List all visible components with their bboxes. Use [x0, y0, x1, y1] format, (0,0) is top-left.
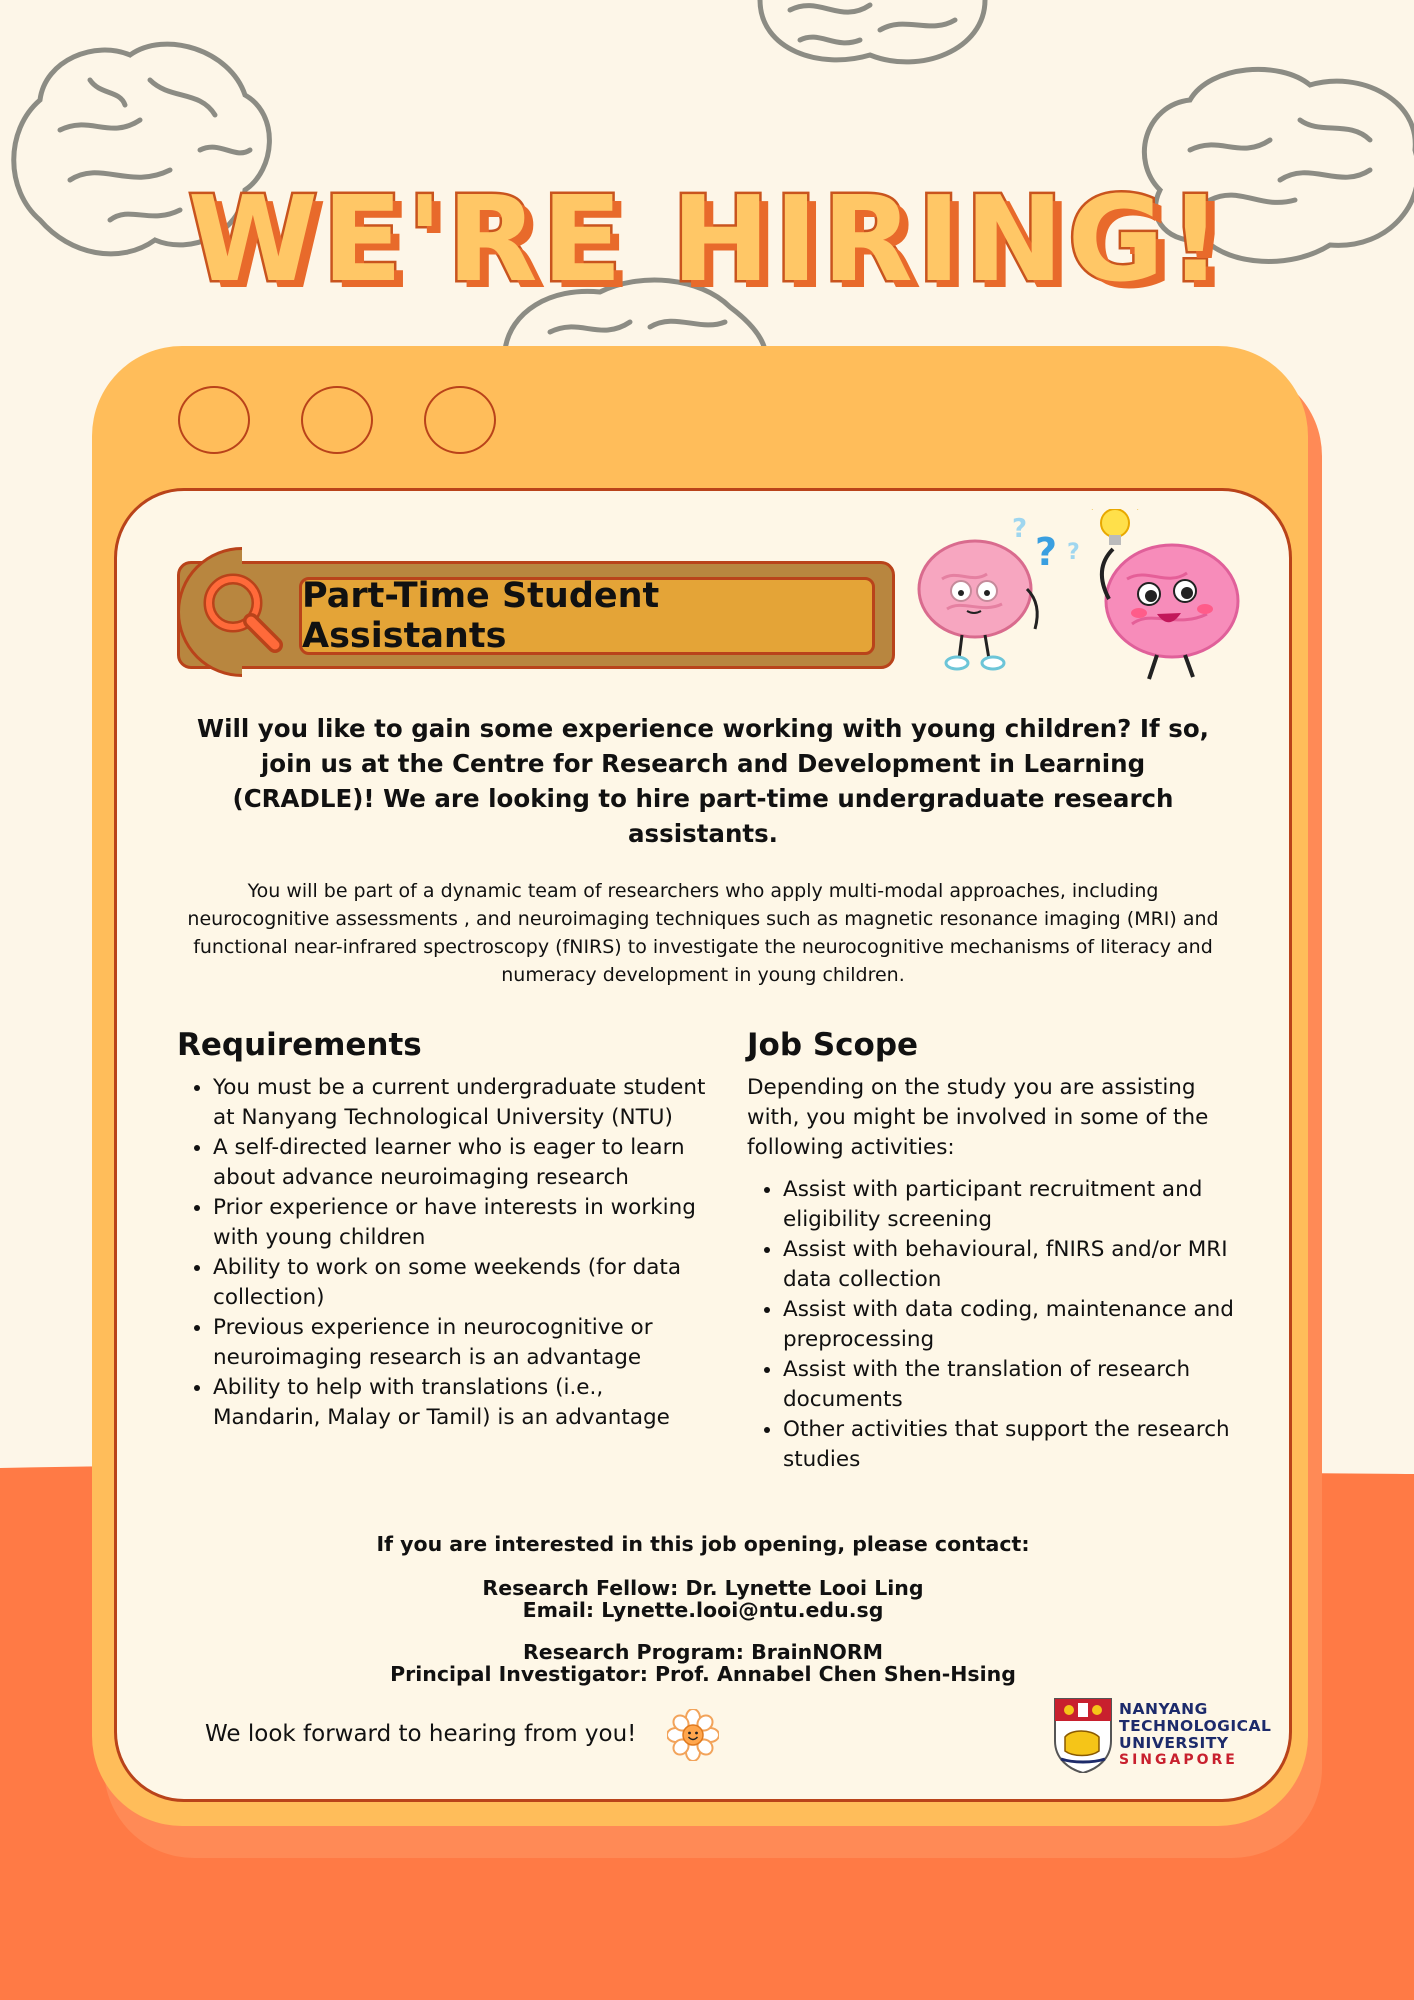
requirement-item: • Prior experience or have interests in working with young children	[213, 1193, 717, 1253]
contact-intro: If you are interested in this job opening, please contact:	[376, 1532, 1030, 1556]
closing-text: We look forward to hearing from you!	[205, 1721, 637, 1747]
job-scope-item: • Assist with the translation of research documents	[783, 1355, 1247, 1415]
window-dot-3	[424, 386, 496, 454]
ntu-crest-icon	[1053, 1697, 1113, 1773]
logo-line-2: TECHNOLOGICAL	[1119, 1717, 1272, 1735]
window-dot-1	[178, 386, 250, 454]
position-title: Part-Time Student Assistants	[299, 577, 875, 655]
window-dot-2	[301, 386, 373, 454]
logo-line-3: UNIVERSITY	[1119, 1734, 1229, 1752]
requirement-item: • Ability to help with translations (i.e., Mandarin, Malay or Tamil) is an advantage	[213, 1373, 717, 1433]
job-scope-section	[747, 1027, 1247, 1475]
contact-email[interactable]: Email: Lynette.looi@ntu.edu.sg	[522, 1598, 884, 1622]
contact-program: Research Program: BrainNORM	[522, 1640, 884, 1664]
contact-section	[117, 1531, 1289, 1685]
job-scope-item: • Other activities that support the research studies	[783, 1415, 1247, 1475]
magnifier-icon	[199, 569, 285, 655]
description-paragraph: You will be part of a dynamic team of researchers who apply multi-modal approaches, including neurocognitive assessments , and neuroimaging techniques such as magnetic resonance imaging (MRI) and functional near-infrared spectroscopy (fNIRS) to investigate the neurocognitive mechanisms of literacy and numeracy development in young children.	[187, 880, 1219, 986]
logo-line-1: NANYANG	[1119, 1700, 1208, 1718]
headline: WE'RE HIRING!	[187, 170, 1227, 308]
job-scope-intro: Depending on the study you are assisting with, you might be involved in some of the following activities:	[747, 1075, 1209, 1160]
contact-fellow: Research Fellow: Dr. Lynette Looi Ling	[482, 1576, 924, 1600]
ntu-logo-text	[1119, 1701, 1271, 1769]
job-scope-item: • Assist with data coding, maintenance and preprocessing	[783, 1295, 1247, 1355]
window-card	[92, 346, 1308, 1826]
job-scope-item: • Assist with behavioural, fNIRS and/or MRI data collection	[783, 1235, 1247, 1295]
svg-text:?: ?	[1012, 514, 1028, 544]
position-title-bar	[177, 547, 889, 677]
brain-doodle-icon	[740, 0, 1000, 80]
svg-text:?: ?	[1067, 540, 1080, 565]
logo-line-4: SINGAPORE	[1119, 1752, 1238, 1768]
requirement-item: • A self-directed learner who is eager to learn about advance neuroimaging research	[213, 1133, 717, 1193]
job-scope-list	[747, 1175, 1247, 1475]
flower-icon	[667, 1709, 719, 1761]
content-panel	[114, 488, 1292, 1802]
requirements-list	[177, 1073, 717, 1433]
svg-text:?: ?	[1035, 530, 1058, 574]
job-scope-heading: Job Scope	[747, 1027, 919, 1063]
requirement-item: • Ability to work on some weekends (for data collection)	[213, 1253, 717, 1313]
job-scope-item: • Assist with participant recruitment and eligibility screening	[783, 1175, 1247, 1235]
brain-mascot-icon	[917, 509, 1247, 689]
requirement-item: • You must be a current undergraduate student at Nanyang Technological University (NTU)	[213, 1073, 717, 1133]
requirements-heading: Requirements	[177, 1027, 422, 1063]
lead-paragraph: Will you like to gain some experience working with young children? If so, join us at the Centre for Research and Development in Learning (CRADLE)! We are looking to hire part-time undergraduate research assistants.	[197, 714, 1209, 848]
requirements-section	[177, 1027, 717, 1433]
contact-pi: Principal Investigator: Prof. Annabel Chen Shen-Hsing	[390, 1662, 1016, 1686]
ntu-logo	[1053, 1697, 1273, 1777]
requirement-item: • Previous experience in neurocognitive or neuroimaging research is an advantage	[213, 1313, 717, 1373]
